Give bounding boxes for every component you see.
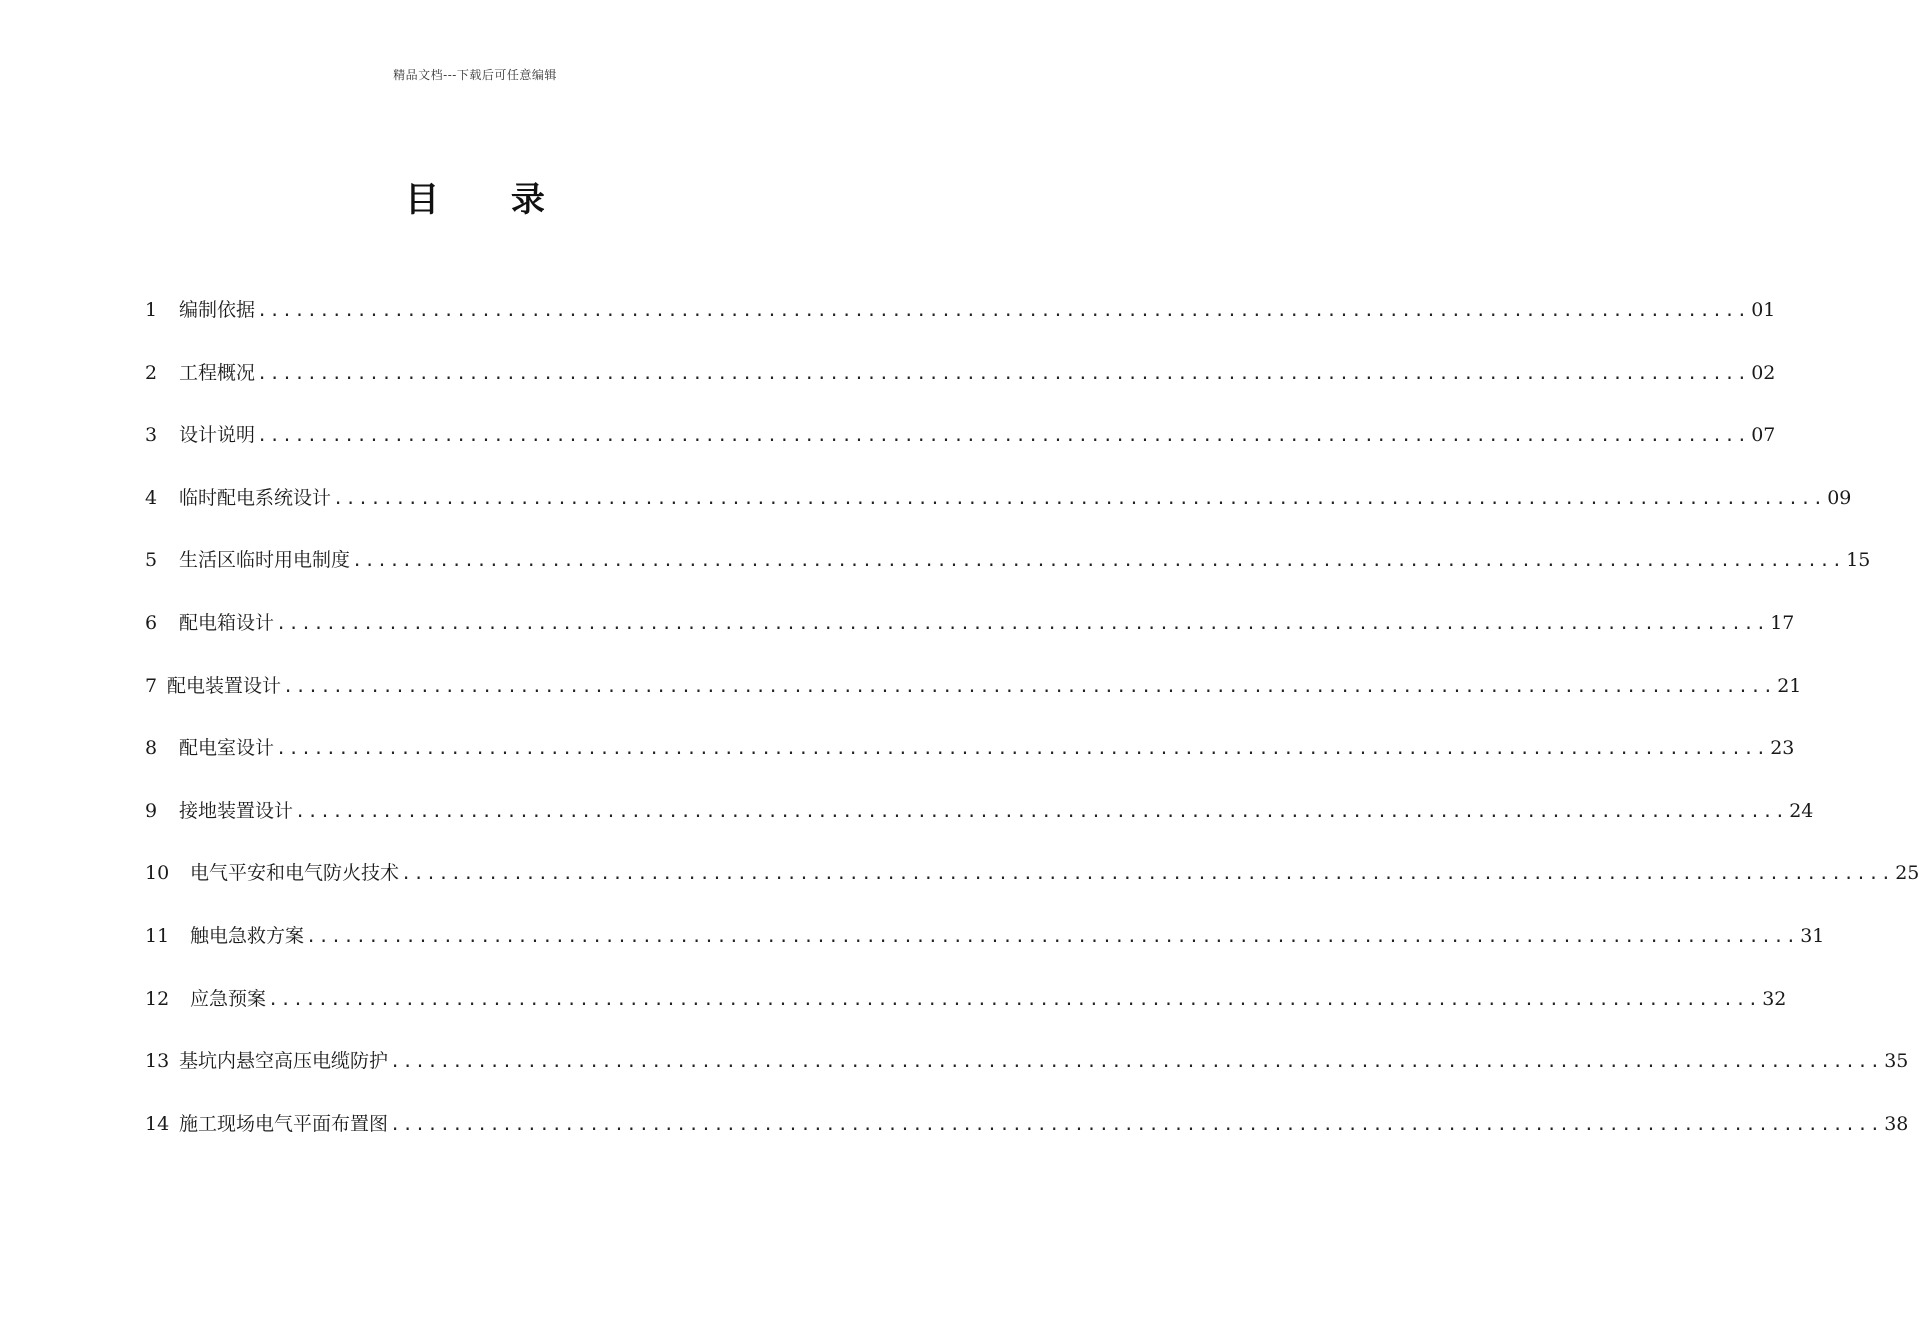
toc-entry-title: 施工现场电气平面布置图 [179, 1112, 389, 1135]
toc-entry-number: 10 [145, 862, 170, 885]
toc-entry-page: 15 [1846, 549, 1871, 572]
toc-leader-dots: ........................................................................................................................ [306, 926, 1799, 947]
toc-entry-page: 17 [1770, 611, 1795, 634]
toc-entry-page: 01 [1751, 299, 1776, 321]
toc-entry-title: 配电室设计 [179, 737, 275, 760]
toc-entry-page: 02 [1751, 361, 1776, 384]
toc-entry-title: 配电装置设计 [167, 674, 282, 697]
toc-entry-title: 临时配电系统设计 [179, 486, 332, 509]
toc-entry-page: 32 [1762, 987, 1787, 1010]
toc-entry[interactable] [145, 920, 1825, 983]
toc-leader-dots: ........................................................................................................................ [268, 989, 1761, 1010]
toc-entry-title: 电气平安和电气防火技术 [190, 862, 400, 885]
toc-entry[interactable] [145, 857, 1919, 920]
page-title: 目 录 [405, 180, 575, 220]
toc-leader-dots: ........................................................................................................................ [283, 676, 1776, 697]
toc-entry[interactable] [145, 983, 1787, 1046]
toc-entry[interactable] [145, 670, 1802, 733]
toc-entry-page: 35 [1884, 1050, 1909, 1073]
toc-entry-page: 25 [1895, 862, 1919, 885]
toc-entry-page: 23 [1770, 737, 1795, 760]
toc-entry-number: 9 [145, 799, 158, 822]
toc-entry-number: 2 [145, 361, 158, 384]
toc-entry[interactable] [145, 357, 1776, 420]
toc-leader-dots: ........................................................................................................................ [257, 426, 1750, 447]
toc-entry-title: 工程概况 [179, 361, 256, 384]
toc-entry[interactable] [145, 732, 1795, 795]
toc-entry-title: 基坑内悬空高压电缆防护 [179, 1050, 389, 1073]
toc-leader-dots: ........................................................................................................................ [257, 363, 1750, 384]
toc-entry-number: 8 [145, 737, 158, 760]
toc-entry[interactable] [145, 544, 1871, 607]
toc-leader-dots: ........................................................................................................................ [295, 801, 1788, 822]
toc-leader-dots: ........................................................................................................................ [276, 739, 1769, 760]
toc-entry[interactable] [145, 1108, 1909, 1171]
header-note: 精品文档---下载后可任意编辑 [393, 68, 557, 82]
toc-entry-number: 12 [145, 987, 170, 1010]
toc-leader-dots: ........................................................................................................................ [352, 551, 1845, 572]
toc-entry-number: 6 [145, 611, 158, 634]
toc-entry-page: 24 [1789, 799, 1814, 822]
toc-entry-title: 设计说明 [179, 424, 256, 447]
toc-entry-title: 配电箱设计 [179, 611, 275, 634]
toc-entry-page: 21 [1777, 674, 1802, 697]
toc-entry[interactable] [145, 482, 1852, 545]
toc-entry-number: 11 [145, 924, 170, 947]
toc-entry-title: 编制依据 [179, 299, 256, 321]
toc-entry-number: 1 [145, 299, 158, 321]
toc-entry-number: 3 [145, 424, 158, 447]
toc-leader-dots: ........................................................................................................................ [390, 1114, 1883, 1135]
toc-entry-number: 7 [145, 674, 158, 697]
toc-entry-number: 5 [145, 549, 158, 572]
toc-entry-title: 应急预案 [190, 987, 267, 1010]
toc-entry[interactable] [145, 795, 1814, 858]
toc-entry-page: 31 [1800, 924, 1825, 947]
toc-leader-dots: ........................................................................................................................ [333, 488, 1826, 509]
toc-entry-number: 4 [145, 486, 158, 509]
toc-entry-page: 38 [1884, 1112, 1909, 1135]
toc-entry-title: 生活区临时用电制度 [179, 549, 351, 572]
toc-entry-title: 触电急救方案 [190, 924, 305, 947]
toc-entry-title: 接地装置设计 [179, 799, 294, 822]
toc-leader-dots: ........................................................................................................................ [390, 1052, 1883, 1073]
toc-entry-page: 07 [1751, 424, 1776, 447]
toc-leader-dots: ........................................................................................................................ [257, 301, 1750, 321]
table-of-contents [145, 294, 1919, 1170]
toc-entry-number: 14 [145, 1112, 170, 1135]
toc-entry[interactable] [145, 607, 1795, 670]
toc-leader-dots: ........................................................................................................................ [401, 864, 1894, 885]
toc-entry-number: 13 [145, 1050, 170, 1073]
toc-leader-dots: ........................................................................................................................ [276, 613, 1769, 634]
toc-entry[interactable] [145, 294, 1776, 357]
toc-entry[interactable] [145, 419, 1776, 482]
toc-entry[interactable] [145, 1045, 1909, 1108]
toc-entry-page: 09 [1827, 486, 1852, 509]
